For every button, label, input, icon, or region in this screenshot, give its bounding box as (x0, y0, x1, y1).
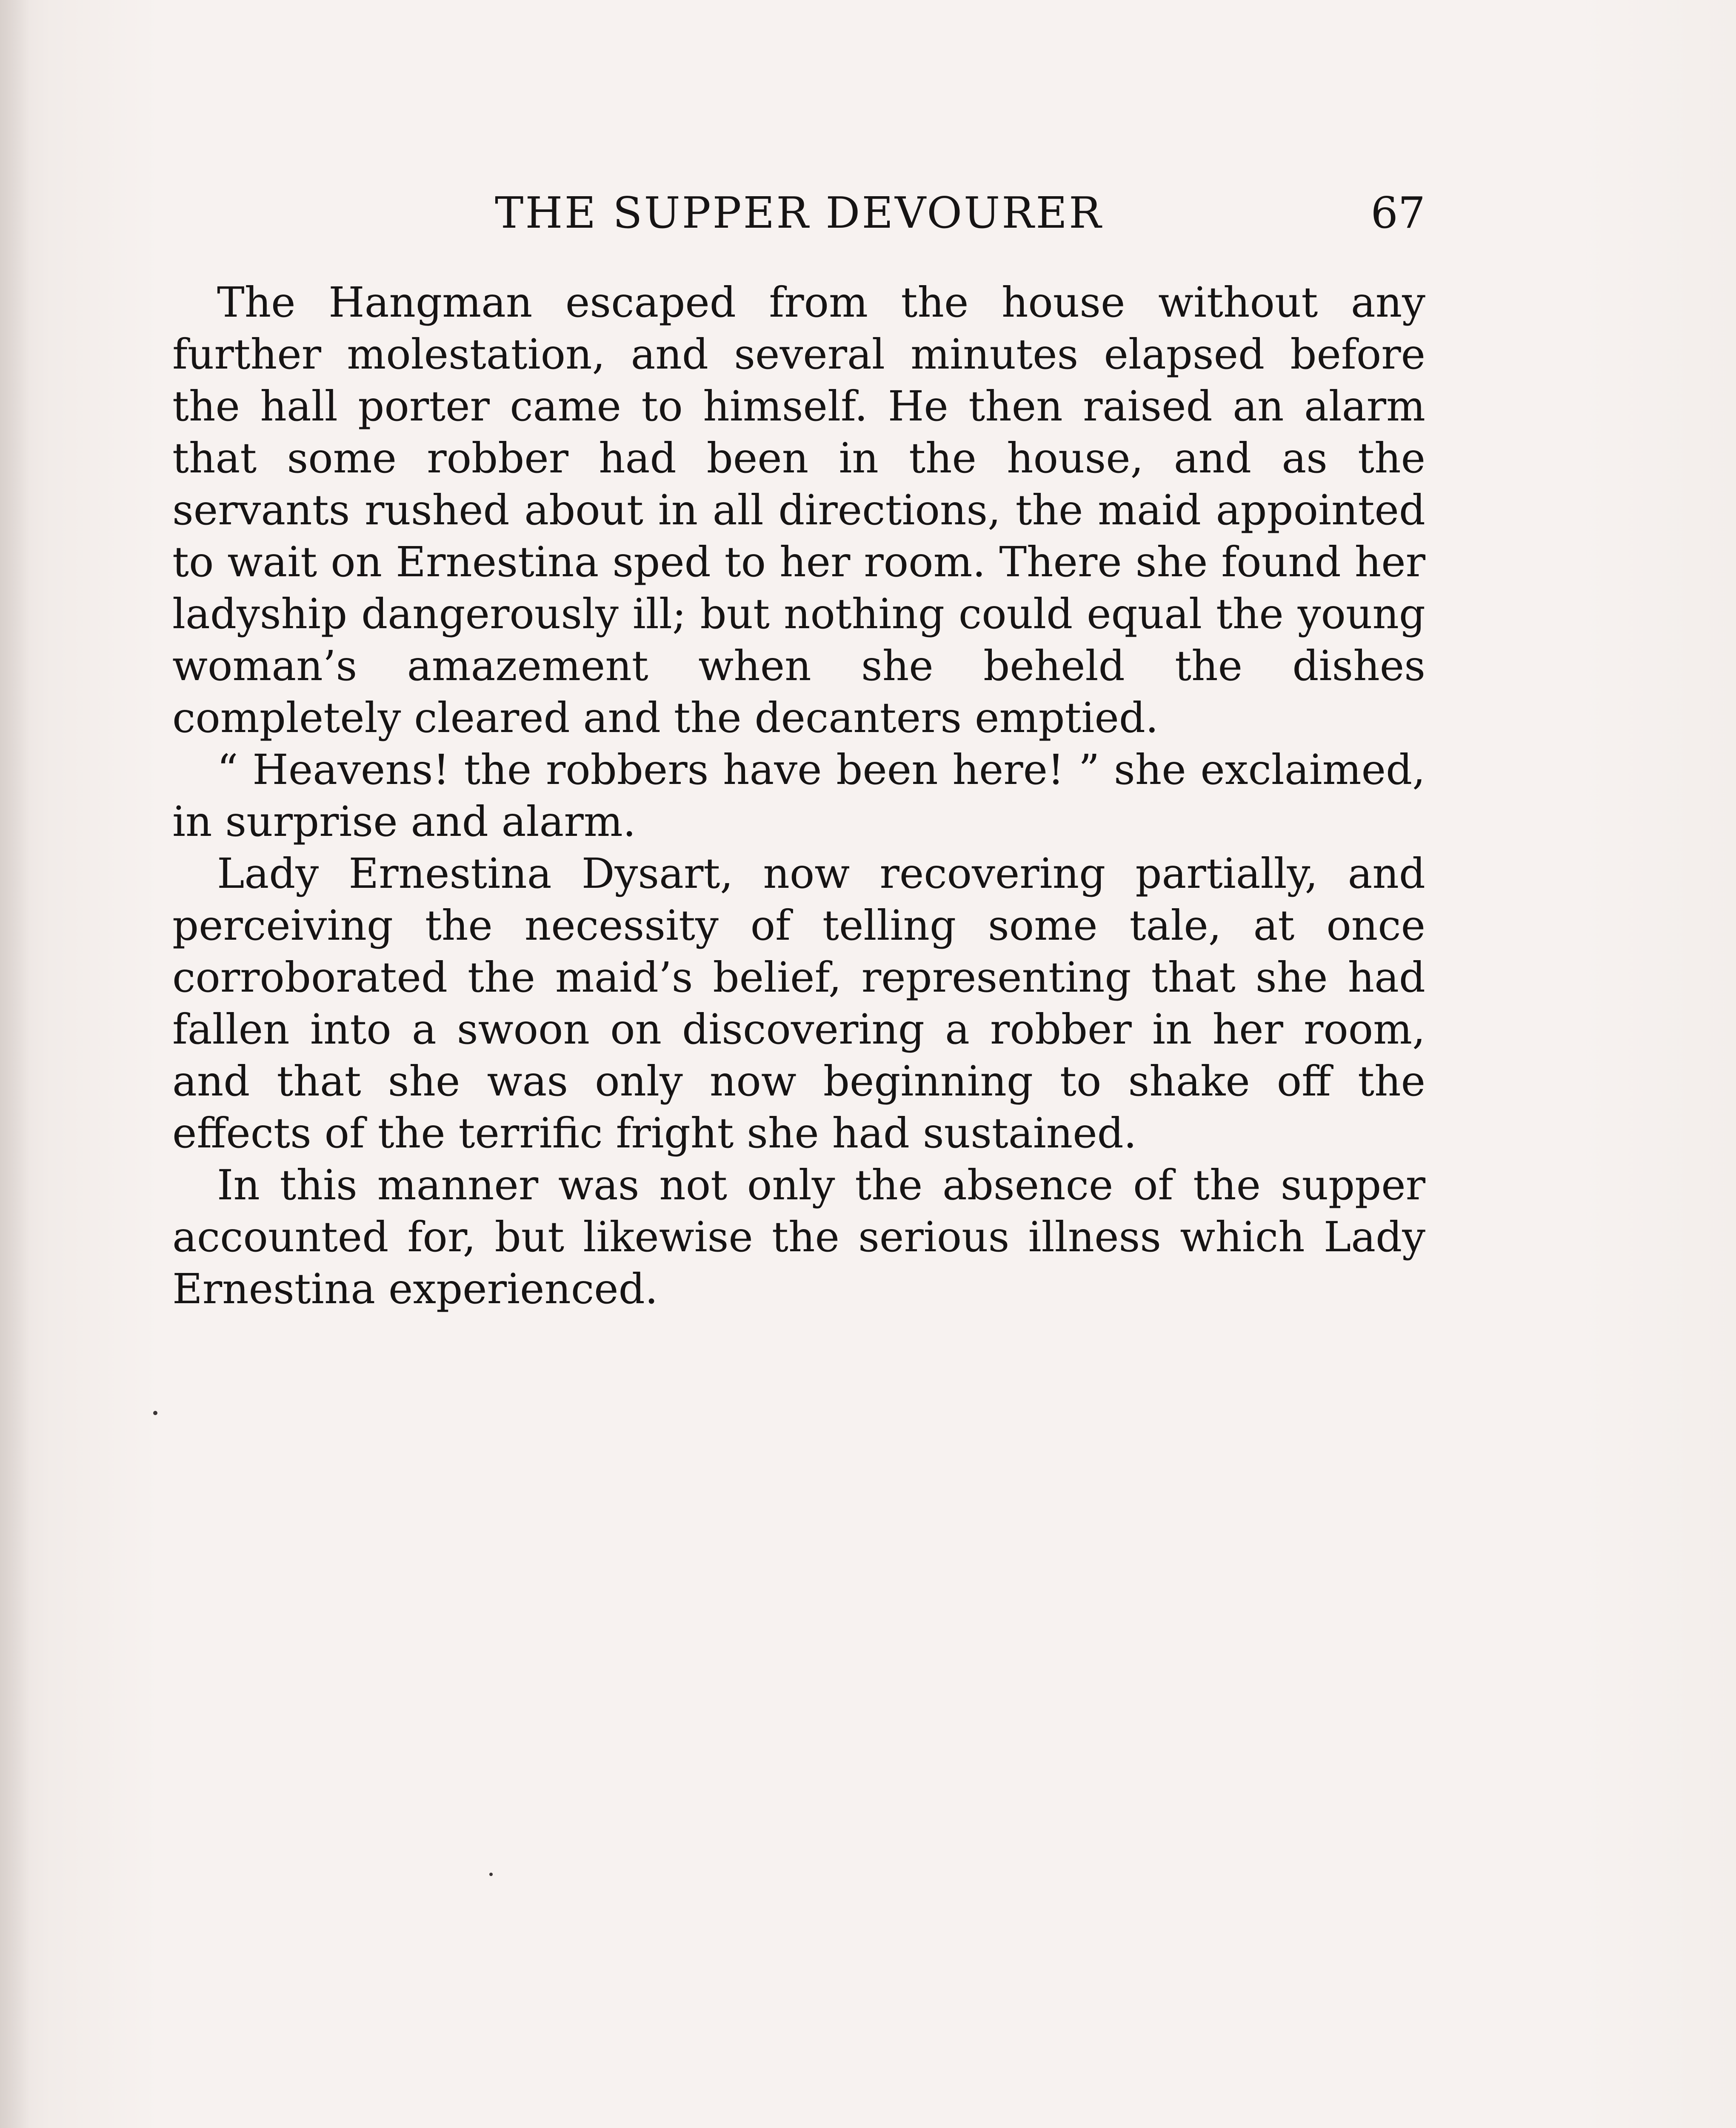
spine-shadow (0, 0, 30, 2128)
paragraph-4: In this manner was not only the absence of the supper accounted for, but likewise the serious illness which Lady Ernestina experienced. (172, 1161, 1425, 1313)
page-number: 67 (1371, 188, 1425, 238)
running-title: THE SUPPER DEVOURER (495, 188, 1103, 238)
paragraph-3: Lady Ernestina Dysart, now recovering partially, and perceiving the necessity of telling some tale, at once corroborated the maid’s belief, representing that she had fallen into a swoon on discovering a robber in her room, and that she was only now beginning to shake off the effects of the terrific fright she had sustained. (172, 849, 1425, 1157)
ink-speck (153, 1411, 157, 1415)
paragraph-2: “ Heavens! the robbers have been here! ” she exclaimed, in surprise and alarm. (172, 746, 1425, 846)
running-head (172, 187, 1425, 238)
ink-speck (489, 1873, 493, 1876)
body-text (172, 277, 1425, 1315)
paragraph-1: The Hangman escaped from the house without any further molestation, and several minutes elapsed before the hall porter came to himself. He then raised an alarm that some robber had been in the house, and as the servants rushed about in all directions, the maid appointed to wait on Ernestina sped to her room. There she found her ladyship dangerously ill; but nothing could equal the young woman’s amazement when she beheld the dishes completely cleared and the decanters emptied. (172, 278, 1425, 742)
